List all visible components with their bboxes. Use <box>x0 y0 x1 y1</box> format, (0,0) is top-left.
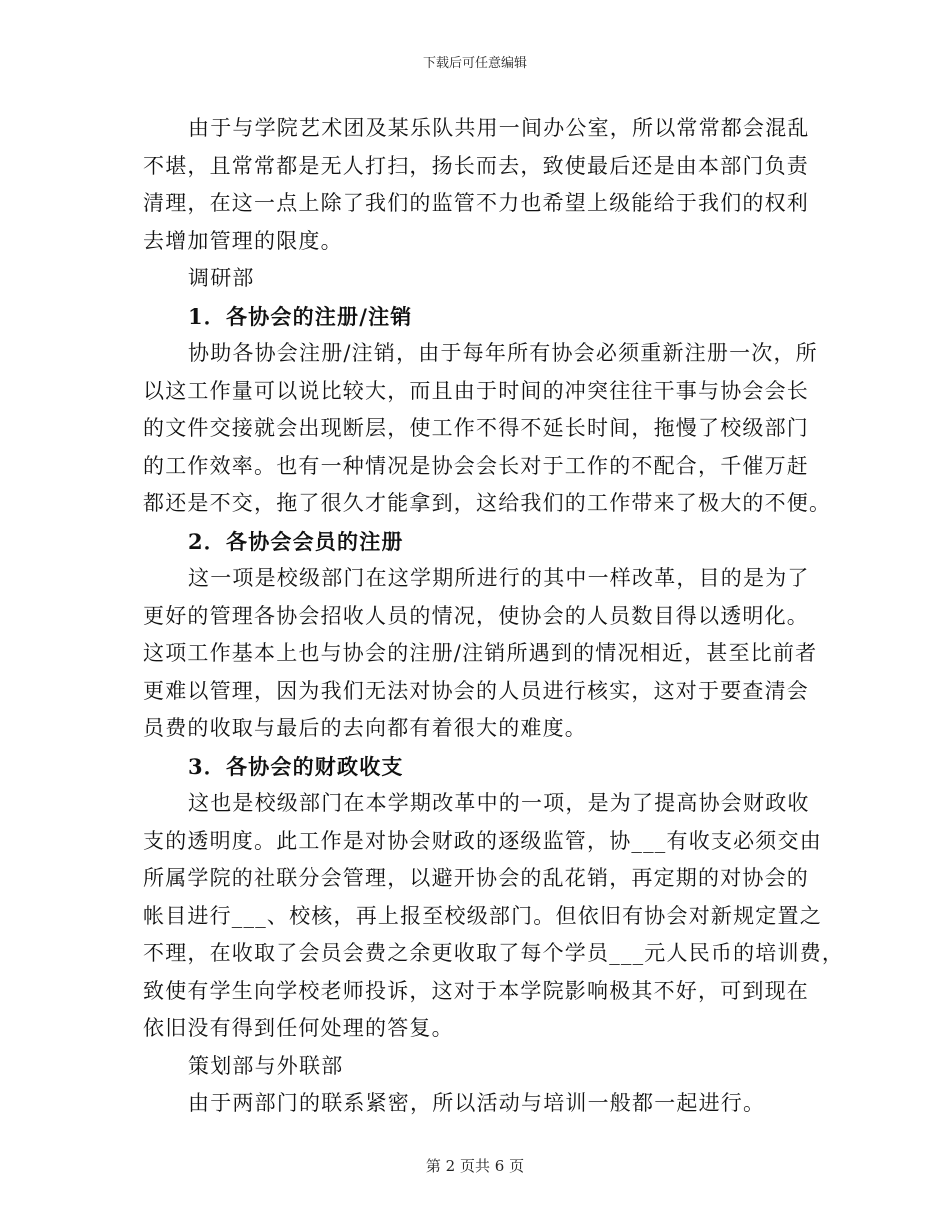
text-line: 的文件交接就会出现断层，使工作不得不延长时间，拖慢了校级部门 <box>143 416 809 440</box>
text-line: 这也是校级部门在本学期改革中的一项，是为了提高协会财政收 <box>188 791 810 815</box>
text-line: 都还是不交，拖了很久才能拿到，这给我们的工作带来了极大的不便。 <box>143 491 832 515</box>
text-line: 致使有学生向学校老师投诉，这对于本学院影响极其不好，可到现在 <box>143 978 809 1003</box>
text-line: 由于两部门的联系紧密，所以活动与培训一般都一起进行。 <box>188 1091 766 1115</box>
text-line: 这项工作基本上也与协会的注册/注销所遇到的情况相近，甚至比前者 <box>143 641 818 665</box>
section-title: 策划部与外联部 <box>188 1053 344 1078</box>
text-line: 清理，在这一点上除了我们的监管不力也希望上级能给于我们的权利 <box>143 191 809 215</box>
heading-1 <box>143 298 815 336</box>
document-body <box>143 110 845 1123</box>
text-line: 不理，在收取了会员会费之余更收取了每个学员___元人民币的培训费， <box>143 941 845 965</box>
section-title-planning <box>143 1048 815 1086</box>
page-header: 下载后可任意编辑 <box>422 56 527 71</box>
text-line: 协助各协会注册/注销，由于每年所有协会必须重新注册一次，所 <box>188 341 818 365</box>
heading-2 <box>143 523 815 561</box>
text-line: 依旧没有得到任何处理的答复。 <box>143 1016 454 1040</box>
text-line: 去增加管理的限度。 <box>143 228 343 253</box>
text-line: 员费的收取与最后的去向都有着很大的难度。 <box>143 716 587 740</box>
text-line: 的工作效率。也有一种情况是协会会长对于工作的不配合，千催万赶 <box>143 453 809 478</box>
paragraph-office <box>143 110 815 260</box>
text-line: 由于与学院艺术团及某乐队共用一间办公室，所以常常都会混乱 <box>188 116 810 140</box>
text-line: 不堪，且常常都是无人打扫，扬长而去，致使最后还是由本部门负责 <box>143 153 809 178</box>
text-line: 所属学院的社联分会管理，以避开协会的乱花销，再定期的对协会的 <box>143 866 809 890</box>
section-title-research <box>143 260 815 298</box>
text-line: 支的透明度。此工作是对协会财政的逐级监管，协___有收支必须交由 <box>143 828 822 853</box>
text-line: 更难以管理，因为我们无法对协会的人员进行核实，这对于要查清会 <box>143 678 809 703</box>
heading-text: 1．各协会的注册/注销 <box>188 303 413 329</box>
text-line: 帐目进行___、校核，再上报至校级部门。但依旧有协会对新规定置之 <box>143 903 822 928</box>
paragraph-members <box>143 560 818 748</box>
heading-3 <box>143 748 815 786</box>
page-footer: 第 2 页共 6 页 <box>425 1157 525 1175</box>
text-line: 以这工作量可以说比较大，而且由于时间的冲突往往干事与协会会长 <box>143 378 809 403</box>
section-title: 调研部 <box>188 266 255 290</box>
heading-text: 3．各协会的财政收支 <box>188 753 404 779</box>
paragraph-planning <box>143 1085 815 1123</box>
paragraph-registration <box>143 335 832 523</box>
text-line: 更好的管理各协会招收人员的情况，使协会的人员数目得以透明化。 <box>143 603 809 628</box>
paragraph-finance <box>143 785 845 1048</box>
text-line: 这一项是校级部门在这学期所进行的其中一样改革，目的是为了 <box>188 566 810 590</box>
heading-text: 2．各协会会员的注册 <box>188 528 404 554</box>
